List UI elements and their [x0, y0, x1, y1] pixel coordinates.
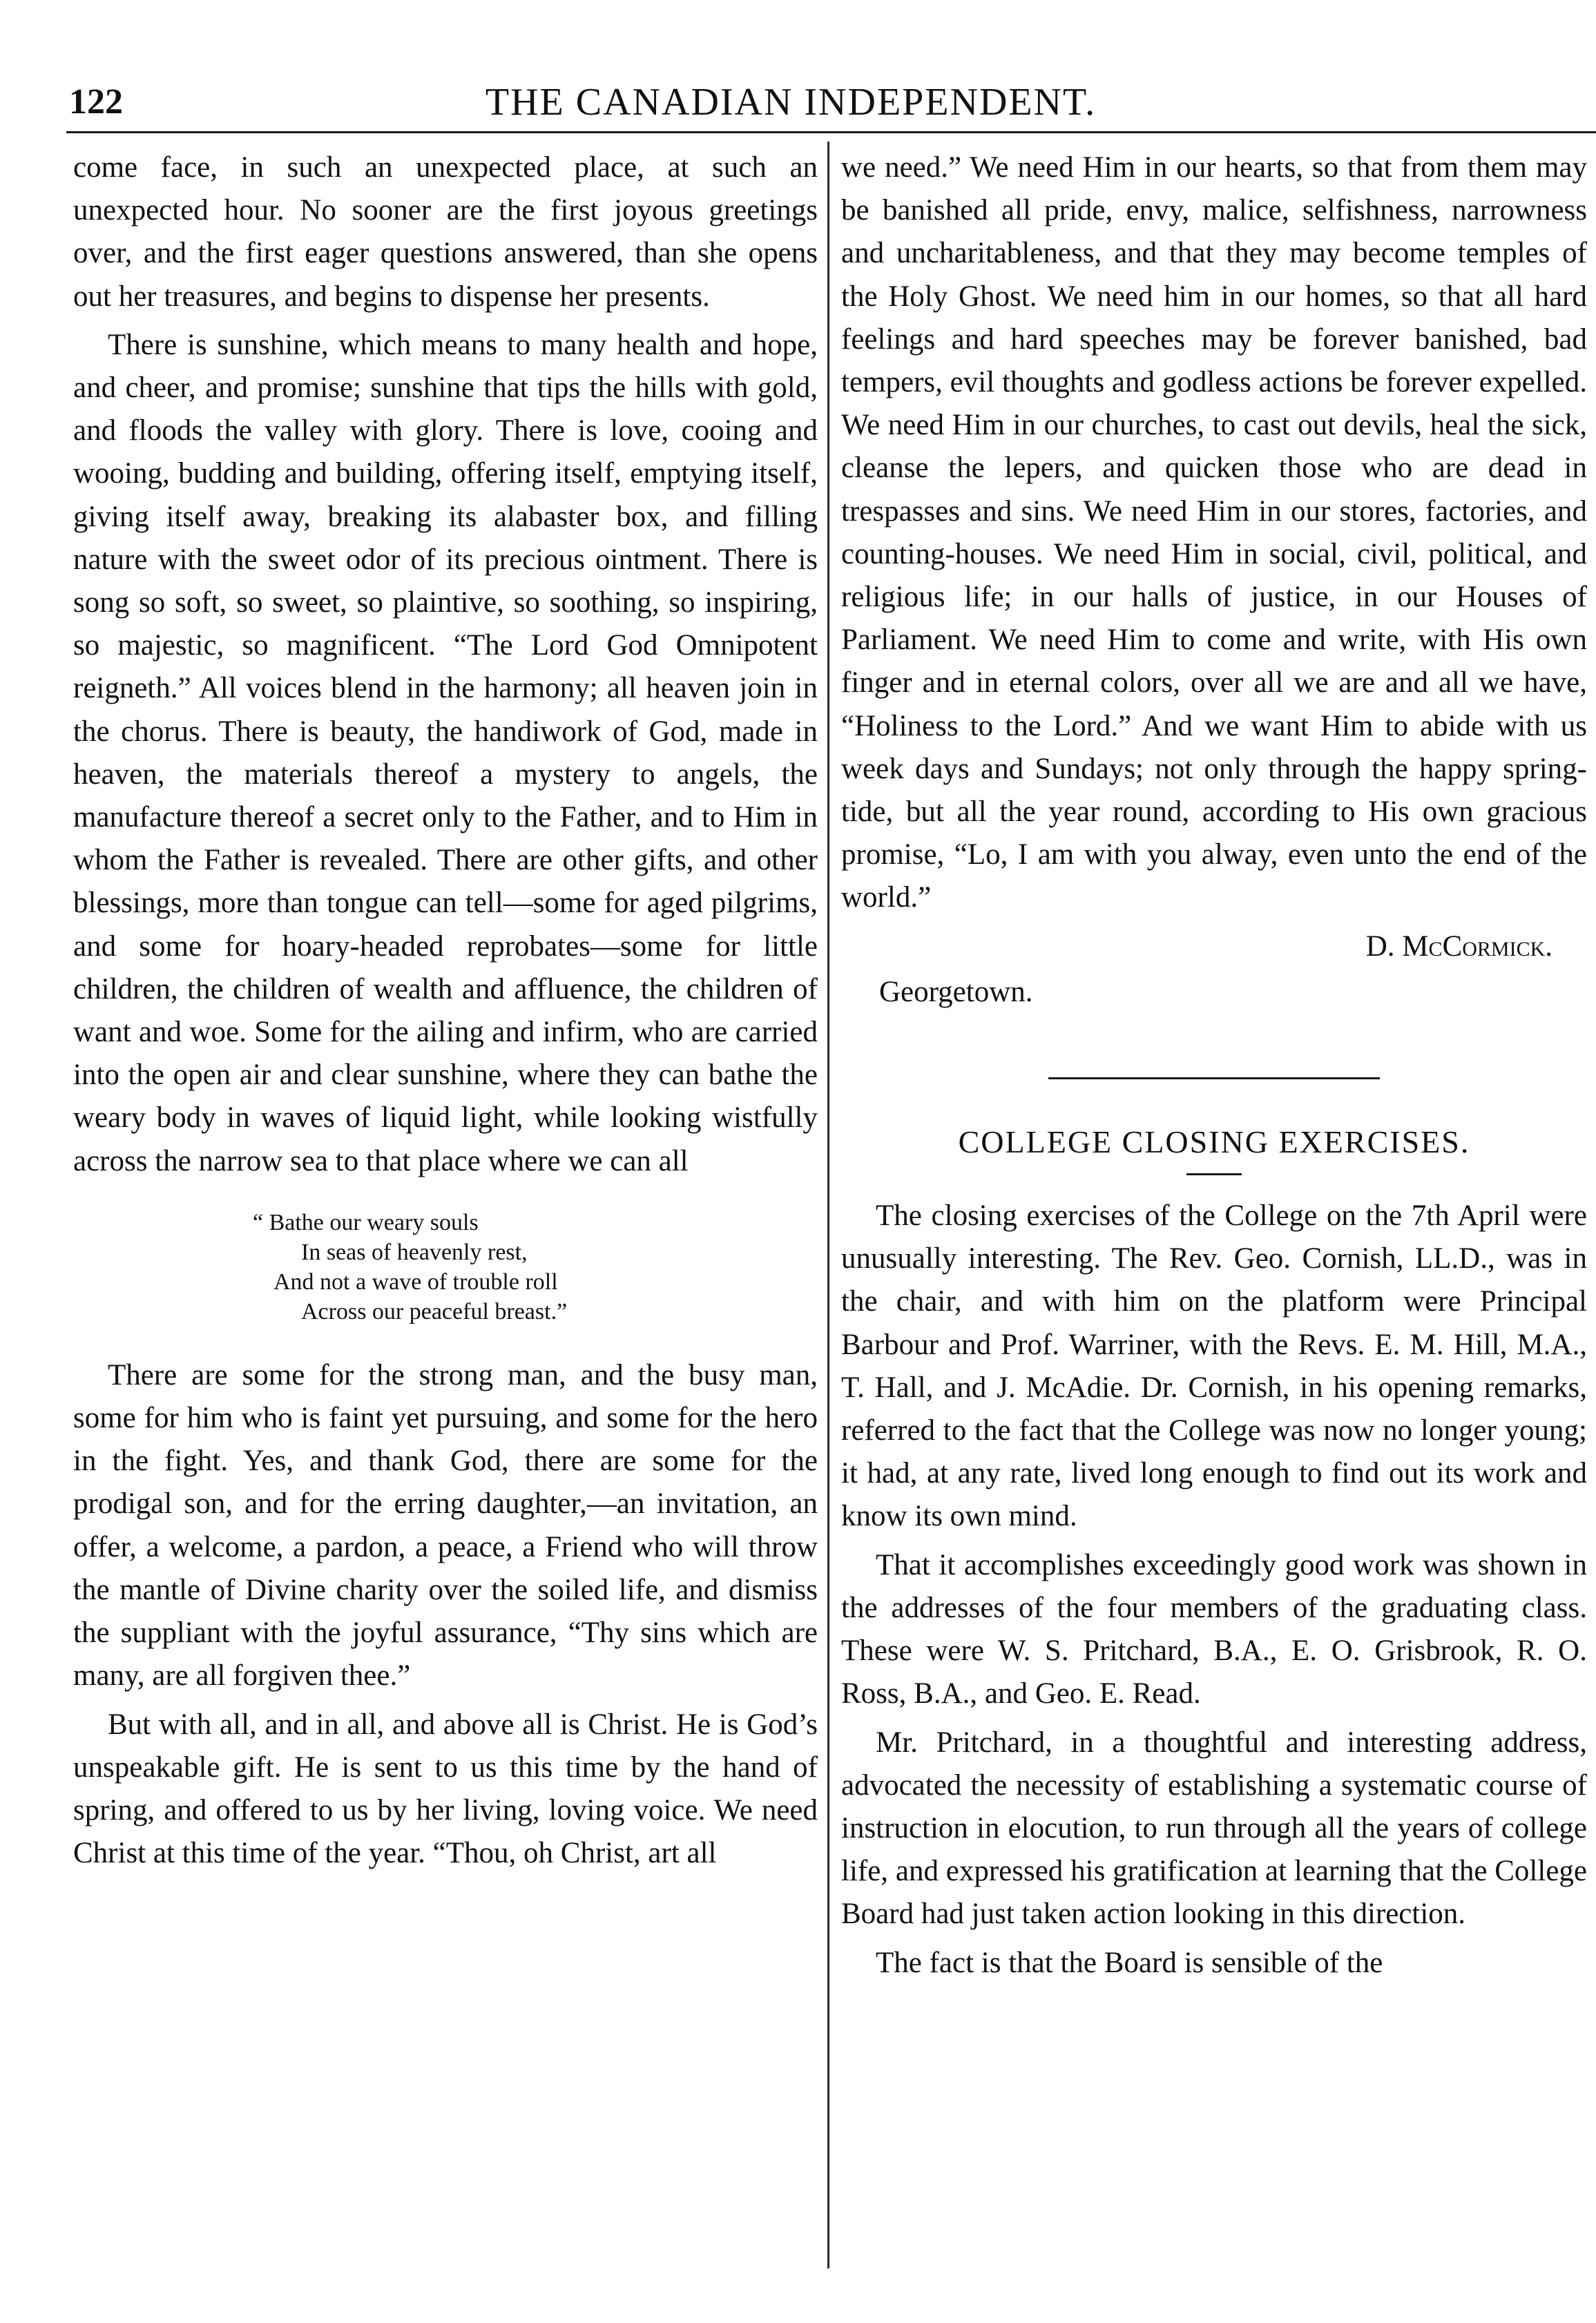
paragraph: There are some for the strong man, and the busy man, some for him who is faint yet pursuing, and some for the hero in the fight. Yes, and thank God, there are some for the prodigal son, and for the erring daughter,—an invitation, an offer, a welcome, a pardon, a peace, a Friend who will throw the mantle of Divine charity over the soiled life, and dismiss the suppliant with the joyful assurance, “Thy sins which are many, are all forgiven thee.”: [73, 1358, 818, 1693]
verse-line: Across our peaceful breast.”: [301, 1298, 568, 1324]
paragraph: come face, in such an unexpected place, at such an unexpected hour. No sooner are the first joyous greetings over, and the first eager questions answered, than she opens out her treasures, and begins to dispense her presents.: [73, 151, 818, 313]
section-rule: [1048, 1077, 1380, 1079]
heading-rule: [1186, 1173, 1242, 1175]
column-divider: [827, 142, 829, 2268]
header-rule: [66, 131, 1596, 133]
paragraph: we need.” We need Him in our hearts, so that from them may be banished all pride, envy, malice, selfishness, narrowness and uncharitableness, and that they may become temples of the Holy Ghost. We need him in our homes, so that all hard feelings and hard speeches may be forever banished, bad tempers, evil thoughts and godless actions be forever expelled. We need Him in our churches, to cast out devils, heal the sick, cleanse the lepers, and quicken those who are dead in trespasses and sins. We need Him in our stores, factories, and counting-houses. We need Him in social, civil, political, and religious life; in our halls of justice, in our Houses of Parliament. We need Him to come and write, with His own finger and in eternal colors, over all we are and all we have, “Holiness to the Lord.” And we want Him to abide with us week days and Sundays; not only through the happy spring-tide, but all the year round, according to His own gracious promise, “Lo, I am with you alway, even unto the end of the world.”: [841, 151, 1587, 914]
verse-quotation: [73, 1208, 818, 1327]
left-column: [73, 146, 818, 1880]
paragraph: There is sunshine, which means to many health and hope, and cheer, and promise; sunshine that tips the hills with gold, and floods the valley with glory. There is love, cooing and wooing, budding and building, offering itself, emptying itself, giving itself away, breaking its alabaster box, and filling nature with the sweet odor of its precious ointment. There is song so soft, so sweet, so plaintive, so soothing, so inspiring, so majestic, so magnificent. “The Lord God Omnipotent reigneth.” All voices blend in the harmony; all heaven join in the chorus. There is beauty, the handiwork of God, made in heaven, the materials thereof a mystery to angels, the manufacture thereof a secret only to the Father, and to Him in whom the Father is revealed. There are other gifts, and other blessings, more than tongue can tell—some for aged pilgrims, and some for hoary-headed reprobates—some for little children, the children of wealth and affluence, the children of want and woe. Some for the ailing and infirm, who are carried into the open air and clear sunshine, where they can bathe the weary body in waves of liquid light, while looking wistfully across the narrow sea to that place where we can all: [73, 328, 818, 1177]
author-location: Georgetown.: [879, 975, 1033, 1008]
paragraph: But with all, and in all, and above all is Christ. He is God’s unspeakable gift. He is sent to us this time by the hand of spring, and offered to us by her living, loving voice. We need Christ at this time of the year. “Thou, oh Christ, art all: [73, 1708, 818, 1870]
verse-line: In seas of heavenly rest,: [301, 1239, 528, 1265]
verse-line: And not a wave of trouble roll: [273, 1269, 558, 1295]
author-signature: D. McCormick.: [1365, 929, 1552, 963]
page-header: [69, 81, 1512, 130]
paragraph: The closing exercises of the College on the 7th April were unusually interesting. The Rev. Geo. Cornish, LL.D., was in the chair, and with him on the platform were Principal Barbour and Prof. Warriner, with the Revs. E. M. Hill, M.A., T. Hall, and J. McAdie. Dr. Cornish, in his opening remarks, referred to the fact that the College was now no longer young; it had, at any rate, lived long enough to find out its work and know its own mind.: [841, 1199, 1587, 1533]
paragraph: Mr. Pritchard, in a thoughtful and interesting address, advocated the necessity of establishing a systematic course of instruction in elocution, to run through all the years of college life, and expressed his gratification at learning that the College Board had just taken action looking in this direction.: [841, 1726, 1587, 1931]
publication-title: THE CANADIAN INDEPENDENT.: [485, 81, 1097, 124]
page-number: 122: [69, 82, 123, 122]
paragraph: The fact is that the Board is sensible of the: [876, 1946, 1383, 1979]
right-column: [841, 146, 1587, 1990]
verse-line: “ Bathe our weary souls: [253, 1209, 479, 1235]
paragraph: That it accomplishes exceedingly good work was shown in the addresses of the four members of the graduating class. These were W. S. Pritchard, B.A., E. O. Grisbrook, R. O. Ross, B.A., and Geo. E. Read.: [841, 1548, 1587, 1710]
section-heading: COLLEGE CLOSING EXERCISES.: [958, 1124, 1470, 1160]
